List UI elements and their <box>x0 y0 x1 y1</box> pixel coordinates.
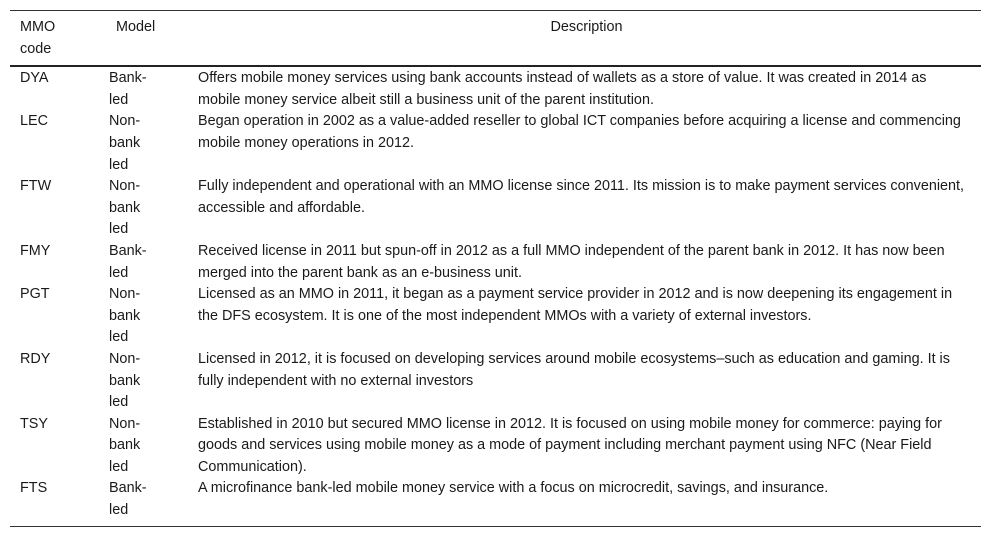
table-row <box>10 176 981 241</box>
cell-model <box>96 241 192 284</box>
table-body <box>10 66 981 526</box>
table-row <box>10 284 981 349</box>
table-row <box>10 414 981 479</box>
cell-description: Established in 2010 but secured MMO license in 2012. It is focused on using mobile money for commerce: paying for goods and services using mobile money as a mode of payment including merchant payment using NFC (Near Field Communication). <box>198 415 942 475</box>
cell-mmo-code: FTW <box>20 178 52 195</box>
table-header <box>10 11 981 67</box>
cell-model <box>96 478 192 526</box>
cell-mmo-code: DYA <box>20 70 49 87</box>
cell-mmo-code: FMY <box>20 242 51 259</box>
cell-mmo-code: LEC <box>20 113 48 130</box>
cell-model-text: Bank- led <box>109 480 147 519</box>
cell-description: Offers mobile money services using bank accounts instead of wallets as a store of value. It was created in 2014 as mobile money service albeit still a business unit of the parent institution. <box>198 70 927 108</box>
cell-model-text: Bank- led <box>109 70 147 108</box>
cell-description: Licensed in 2012, it is focused on developing services around mobile ecosystems–such as education and gaming. It is fully independent with no external investors <box>198 350 950 389</box>
cell-mmo-code: FTS <box>20 480 48 497</box>
table-row <box>10 241 981 284</box>
table-row <box>10 349 981 414</box>
cell-model <box>96 66 192 111</box>
cell-model-text: Bank- led <box>109 242 147 281</box>
cell-model <box>96 414 192 479</box>
cell-description: Fully independent and operational with an MMO license since 2011. Its mission is to make payment services convenient, accessible and affordable. <box>198 178 965 216</box>
header-model: Model <box>116 19 156 35</box>
cell-model <box>96 349 192 414</box>
cell-model <box>96 111 192 176</box>
cell-mmo-code: TSY <box>20 415 48 432</box>
cell-description: Began operation in 2002 as a value-added reseller to global ICT companies before acquiring a license and commencing mobile money operations in 2012. <box>198 113 961 151</box>
mmo-table-container <box>10 10 981 527</box>
cell-model-text: Non- bank led <box>109 113 141 173</box>
cell-description: Received license in 2011 but spun-off in 2012 as a full MMO independent of the parent bank in 2012. It has now been merged into the parent bank as an e-business unit. <box>198 242 945 281</box>
cell-mmo-code: PGT <box>20 286 50 303</box>
cell-model-text: Non- bank led <box>109 178 141 238</box>
header-mmo-code <box>10 11 96 67</box>
cell-model <box>96 284 192 349</box>
table-row <box>10 478 981 526</box>
cell-model <box>96 176 192 241</box>
cell-description: A microfinance bank-led mobile money service with a focus on microcredit, savings, and insurance. <box>198 480 829 497</box>
cell-model-text: Non- bank led <box>109 286 141 346</box>
table-row <box>10 111 981 176</box>
cell-mmo-code: RDY <box>20 350 51 367</box>
header-row <box>10 11 981 67</box>
table-row <box>10 66 981 111</box>
mmo-table <box>10 10 981 527</box>
cell-model-text: Non- bank led <box>109 350 141 411</box>
cell-description: Licensed as an MMO in 2011, it began as a payment service provider in 2012 and is now deepening its engagement in the DFS ecosystem. It is one of the most independent MMOs with a variety of external investors. <box>198 286 953 324</box>
header-mmo-code-label: MMO code <box>20 19 56 57</box>
header-description: Description <box>550 19 623 35</box>
cell-model-text: Non- bank led <box>109 415 141 475</box>
